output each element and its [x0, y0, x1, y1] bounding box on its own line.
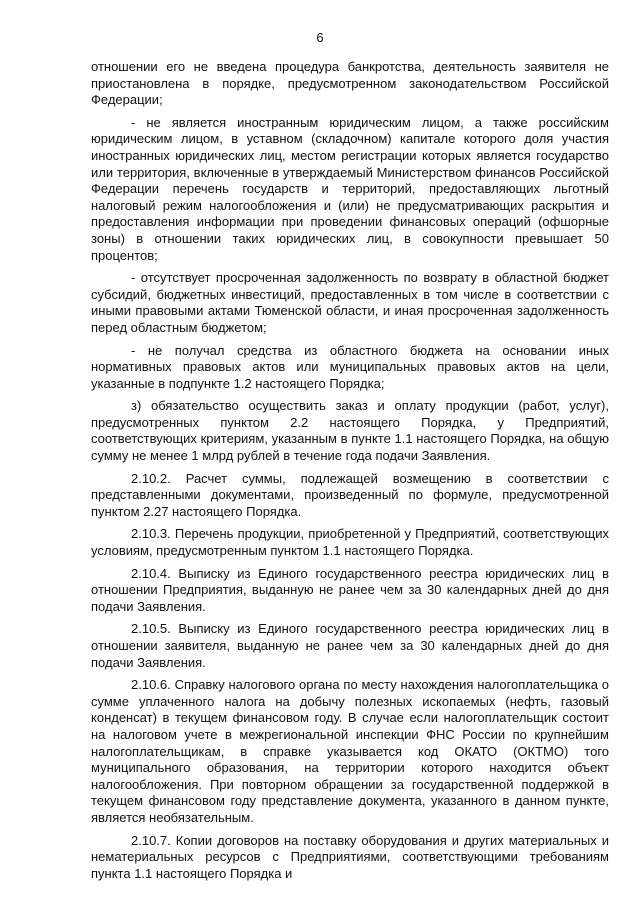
- paragraph-2-10-7: 2.10.7. Копии договоров на поставку оборудования и других материальных и нематериальных ресурсов с Предприятиями, соответствующими требованиям пункта 1.1 настоящего Порядка и: [91, 832, 609, 881]
- paragraph-budget-funds: - не получал средства из областного бюджета на основании иных нормативных правовых актов или муниципальных правовых актов на цели, указанные в подпункте 1.2 настоящего Порядка;: [91, 342, 609, 391]
- page-number: 6: [316, 30, 324, 45]
- paragraph-debt: - отсутствует просроченная задолженность по возврату в областной бюджет субсидий, бюджетных инвестиций, предоставленных в том числе в соответствии с иными правовыми актами Тюменской области, и иная просроченная задолженность перед областным бюджетом;: [91, 270, 609, 335]
- paragraph-2-10-6: 2.10.6. Справку налогового органа по месту нахождения налогоплательщика о сумме уплаченного налога на добычу полезных ископаемых (нефть, газовый конденсат) в текущем финансовом году. В случае если налогоплательщик состоит на налоговом учете в межрегиональной инспекции ФНС России по крупнейшим налогоплательщикам, в справке указывается код ОКАТО (ОКТМО) того муниципального образования, на территории которого находится объект налогообложения. При повторном обращении за государственной поддержкой в текущем финансовом году представление документа, указанного в данном пункте, является необязательным.: [91, 677, 609, 825]
- paragraph-2-10-2: 2.10.2. Расчет суммы, подлежащей возмещению в соответствии с представленными документами, произведенный по формуле, предусмотренной пунктом 2.27 настоящего Порядка.: [91, 470, 609, 519]
- paragraph-2-10-5: 2.10.5. Выписку из Единого государственного реестра юридических лиц в отношении заявителя, выданную не ранее чем за 30 календарных дней до дня подачи Заявления.: [91, 621, 609, 670]
- paragraph-foreign-entity: - не является иностранным юридическим лицом, а также российским юридическим лицом, в уставном (складочном) капитале которого доля участия иностранных юридических лиц, местом регистрации которых является государство или территория, включенные в утверждаемый Министерством финансов Российской Федерации перечень государств и территорий, предоставляющих льготный налоговый режим налогообложения и (или) не предусматривающих раскрытия и предоставления информации при проведении финансовых операций (офшорные зоны) в отношении таких юридических лиц, в совокупности превышает 50 процентов;: [91, 114, 609, 263]
- paragraph-obligation: з) обязательство осуществить заказ и оплату продукции (работ, услуг), предусмотренных пунктом 2.2 настоящего Порядка, у Предприятий, соответствующих критериям, указанным в пункте 1.1 настоящего Порядка, на общую сумму не менее 1 млрд рублей в течение года подачи Заявления.: [91, 398, 609, 464]
- paragraph-continuation: отношении его не введена процедура банкротства, деятельность заявителя не приостановлена в порядке, предусмотренном законодательством Российской Федерации;: [91, 59, 609, 108]
- document-body: [91, 59, 609, 888]
- paragraph-2-10-3: 2.10.3. Перечень продукции, приобретенной у Предприятий, соответствующих условиям, предусмотренным пунктом 1.1 настоящего Порядка.: [91, 526, 609, 559]
- paragraph-2-10-4: 2.10.4. Выписку из Единого государственного реестра юридических лиц в отношении Предприятия, выданную не ранее чем за 30 календарных дней до дня подачи Заявления.: [91, 565, 609, 614]
